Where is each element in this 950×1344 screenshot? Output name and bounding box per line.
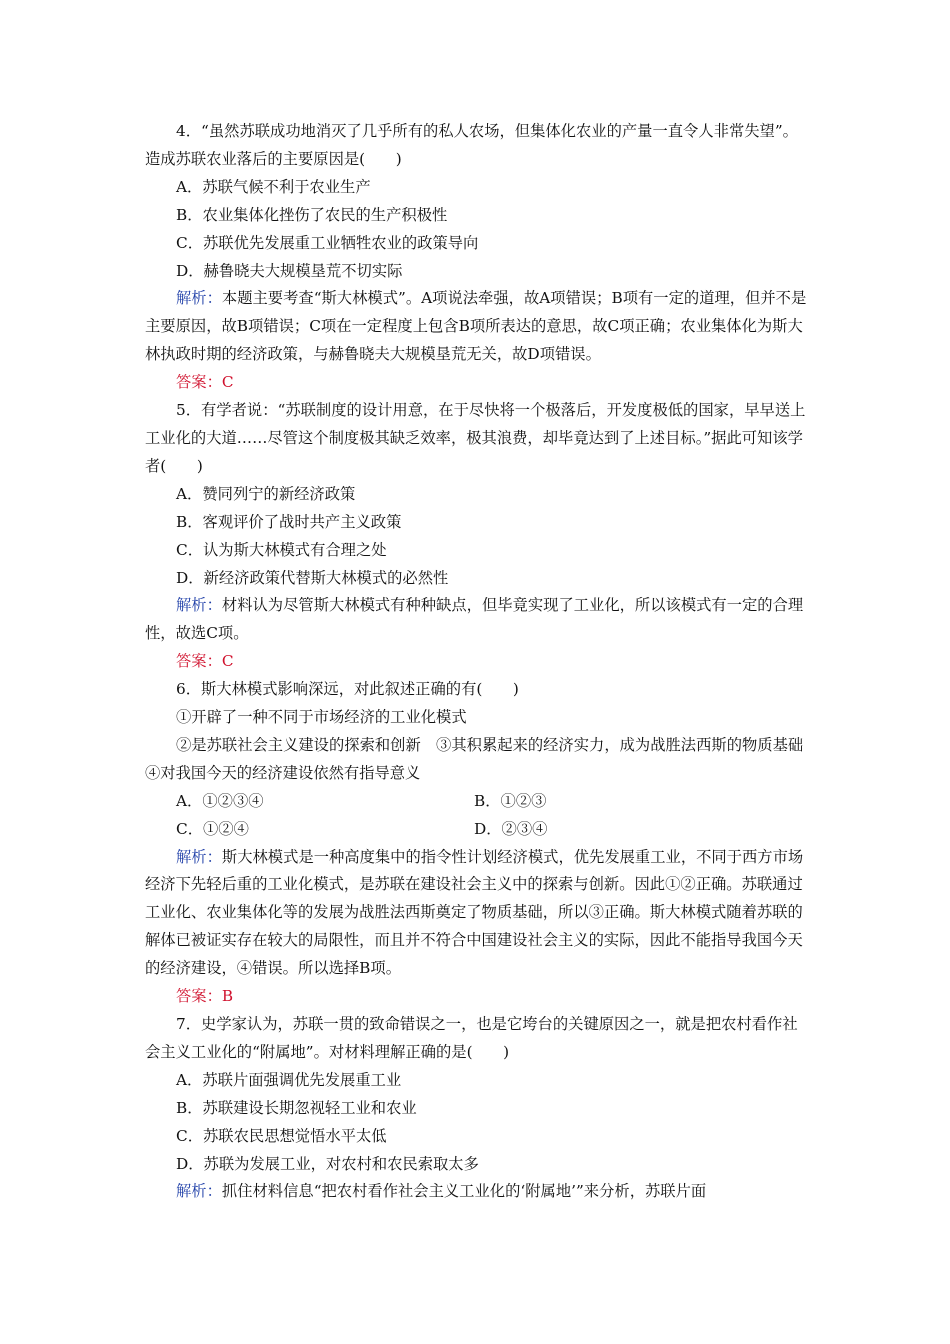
question-7-analysis (145, 1178, 810, 1206)
question-5-option-d: D．新经济政策代替斯大林模式的必然性 (176, 568, 449, 587)
question-6-options-row-2 (145, 816, 810, 844)
question-5-answer: 答案：C (176, 652, 234, 671)
analysis-label: 解析： (176, 289, 222, 308)
question-6-stem: 6．斯大林模式影响深远，对此叙述正确的有( ) (176, 680, 519, 699)
analysis-text: 斯大林模式是一种高度集中的指令性计划经济模式，优先发展重工业，不同于西方市场经济下先轻后重的工业化模式，是苏联在建设社会主义中的探索与创新。因此①②正确。苏联通过工业化、农业集体化等的发展为战胜法西斯奠定了物质基础，所以③正确。斯大林模式随着苏联的解体已被证实存在较大的局限性，而且并不符合中国建设社会主义的实际，因此不能指导我国今天的经济建设，④错误。所以选择B项。 (145, 847, 804, 978)
question-7-option-d: D．苏联为发展工业，对农村和农民索取太多 (176, 1154, 479, 1173)
question-7-option-a: A．苏联片面强调优先发展重工业 (176, 1070, 402, 1089)
question-5-analysis (145, 592, 810, 648)
analysis-text: 材料认为尽管斯大林模式有种种缺点，但毕竟实现了工业化，所以该模式有一定的合理性，故选C项。 (145, 596, 804, 643)
document-page (145, 118, 819, 1206)
question-4-answer: 答案：C (176, 373, 234, 392)
question-4-option-d: D．赫鲁晓夫大规模垦荒不切实际 (176, 261, 403, 280)
question-5-option-c: C．认为斯大林模式有合理之处 (176, 540, 387, 559)
question-6-option-a: A．①②③④ (176, 791, 264, 810)
analysis-label: 解析： (176, 847, 222, 866)
question-4-option-b: B．农业集体化挫伤了农民的生产积极性 (176, 205, 448, 224)
question-7-option-c: C．苏联农民思想觉悟水平太低 (176, 1126, 387, 1145)
analysis-label: 解析： (176, 596, 222, 615)
question-6-answer: 答案：B (176, 987, 234, 1006)
question-5-option-b: B．客观评价了战时共产主义政策 (176, 512, 402, 531)
question-6-options-row-1 (145, 788, 810, 816)
question-6-option-d: D．②③④ (474, 819, 548, 838)
question-6-option-b: B．①②③ (474, 791, 547, 810)
question-4-stem: 4．“虽然苏联成功地消灭了几乎所有的私人农场，但集体化农业的产量一直令人非常失望”。造成苏联农业落后的主要原因是( ) (145, 122, 798, 168)
question-5-option-a: A．赞同列宁的新经济政策 (176, 484, 356, 503)
analysis-text: 本题主要考查“斯大林模式”。A项说法牵强，故A项错误；B项有一定的道理，但并不是主要原因，故B项错误；C项在一定程度上包含B项所表达的意思，故C项正确；农业集体化为斯大林执政时期的经济政策，与赫鲁晓夫大规模垦荒无关，故D项错误。 (145, 289, 807, 364)
question-4-option-a: A．苏联气候不利于农业生产 (176, 177, 371, 196)
question-5-stem: 5．有学者说：“苏联制度的设计用意，在于尽快将一个极落后，开发度极低的国家，早早送上工业化的大道……尽管这个制度极其缺乏效率，极其浪费，却毕竟达到了上述目标。”据此可知该学者( ) (145, 401, 806, 475)
question-6-items-2-4: ②是苏联社会主义建设的探索和创新 ③其积累起来的经济实力，成为战胜法西斯的物质基础 ④对我国今天的经济建设依然有指导意义 (145, 735, 819, 782)
question-6-option-c: C．①②④ (176, 819, 249, 838)
question-6-item-1: ①开辟了一种不同于市场经济的工业化模式 (176, 708, 467, 727)
analysis-label: 解析： (176, 1182, 222, 1201)
question-7-stem: 7．史学家认为，苏联一贯的致命错误之一，也是它垮台的关键原因之一，就是把农村看作社会主义工业化的“附属地”。对材料理解正确的是( ) (145, 1015, 798, 1061)
question-6-analysis (145, 844, 810, 984)
question-7-option-b: B．苏联建设长期忽视轻工业和农业 (176, 1098, 417, 1117)
analysis-text: 抓住材料信息“把农村看作社会主义工业化的‘附属地’”来分析，苏联片面 (221, 1182, 707, 1201)
question-4-analysis (145, 285, 810, 369)
question-4-option-c: C．苏联优先发展重工业牺牲农业的政策导向 (176, 233, 479, 252)
